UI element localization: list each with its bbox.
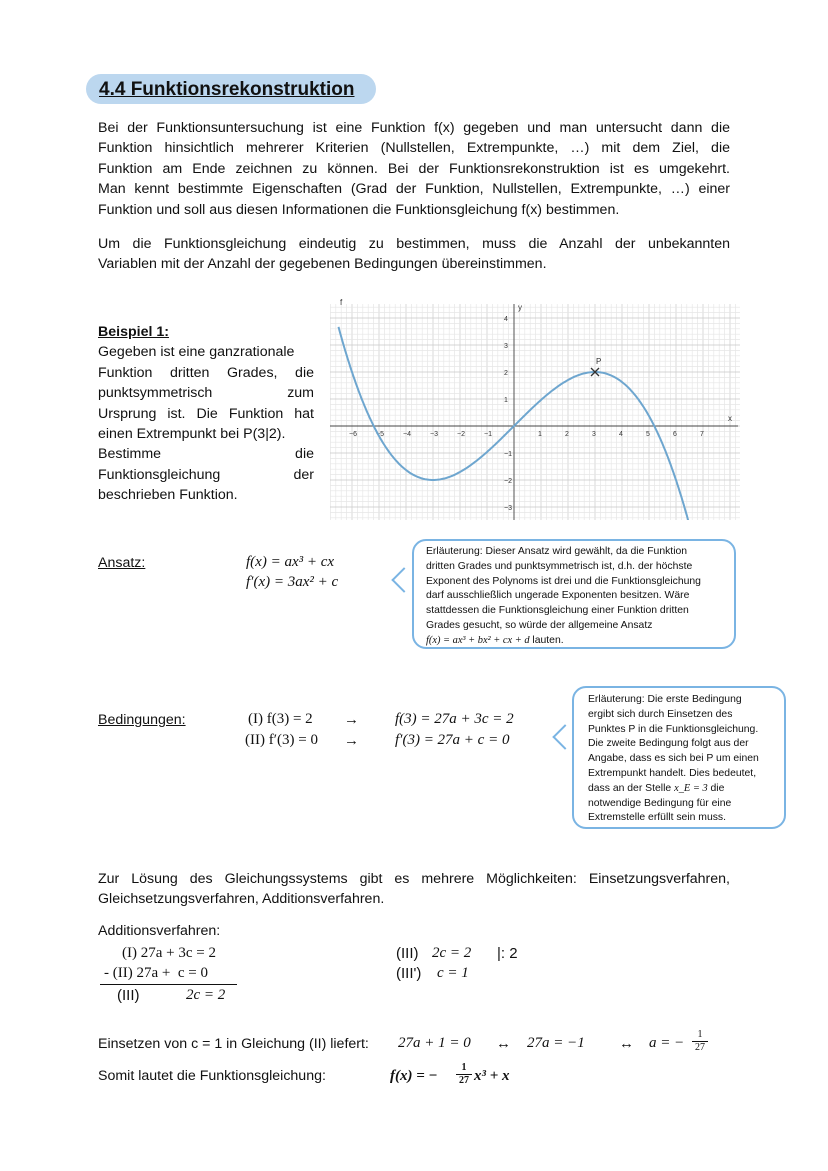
intro-paragraph <box>98 118 730 220</box>
bubble-line: stattdessen die Funktionsgleichung einer Funktion dritten <box>426 605 689 617</box>
condition-line-1: Um die Funktionsgleichung eindeutig zu bestimmen, muss die Anzahl der unbekannten <box>98 236 730 252</box>
y-axis-label: y <box>518 303 522 312</box>
y-tick-label: 4 <box>504 316 508 323</box>
solve-step-eq: c = 1 <box>437 965 469 981</box>
fraction-numerator: 1 <box>697 1029 703 1040</box>
additions-row-3-label: (III) <box>117 987 140 1004</box>
example-line: Funktion dritten Grades, die <box>98 364 314 381</box>
bubble-text: lauten. <box>532 634 564 646</box>
intro-line-1: Bei der Funktionsuntersuchung ist eine Funktion f(x) gegeben und man untersucht dann die <box>98 120 730 136</box>
page-title: 4.4 Funktionsrekonstruktion <box>99 79 355 100</box>
bubble-line: Punktes P in die Funktionsgleichung. <box>588 723 759 735</box>
bubble-line: ergibt sich durch Einsetzen des <box>588 708 733 720</box>
intro-line-4: Man kennt bestimmte Eigenschaften (Grad der Funktion, Nullstellen, Extrempunkte, …) einer <box>98 181 730 198</box>
fraction-numerator: 1 <box>461 1062 467 1073</box>
condition-1: (I) f(3) = 2 <box>248 711 313 727</box>
example-line: Bestimme die <box>98 446 314 463</box>
fraction <box>456 1062 472 1086</box>
example-line: einen Extrempunkt bei P(3|2). <box>98 426 286 443</box>
example-line: punktsymmetrisch zum <box>98 385 314 402</box>
x-tick-label: −6 <box>349 431 357 438</box>
result-eq-a: f(x) = − <box>390 1068 438 1084</box>
additions-sum-line <box>100 984 237 985</box>
point-label: P <box>596 357 602 366</box>
bubble-line: Extrempunkt handelt. Dies bedeutet, <box>588 767 757 779</box>
fraction-denominator: 27 <box>456 1074 472 1086</box>
example-line: Funktionsgleichung der <box>98 466 314 483</box>
result-eq-b: x³ + x <box>474 1068 510 1084</box>
bubble-equation: x_E = 3 <box>674 782 708 794</box>
x-tick-label: −3 <box>430 431 438 438</box>
bubble-line: Angabe, dass es sich bei P um einen <box>588 753 759 765</box>
bedingungen-explanation-bubble <box>572 686 786 829</box>
y-tick-label: 1 <box>504 397 508 404</box>
fraction <box>692 1029 708 1053</box>
condition-result-2: f′(3) = 27a + c = 0 <box>395 732 510 748</box>
x-tick-label: 6 <box>673 431 677 438</box>
y-tick-label: −3 <box>504 505 512 512</box>
bubble-line: Die zweite Bedingung folgt aus der <box>588 738 749 750</box>
insert-sentence: Einsetzen von c = 1 in Gleichung (II) liefert: <box>98 1036 369 1052</box>
bubble-line <box>426 634 726 649</box>
y-tick-label: 2 <box>504 370 508 377</box>
condition-2: (II) f′(3) = 0 <box>245 732 318 748</box>
bubble-line: notwendige Bedingung für eine <box>588 797 732 809</box>
example-1 <box>98 322 314 506</box>
solve-step-label: (III') <box>396 965 422 982</box>
x-tick-label: 1 <box>538 431 542 438</box>
function-label: f <box>340 298 343 307</box>
solve-step-label: (III) <box>396 945 419 962</box>
insert-eq-2: 27a = −1 <box>527 1035 585 1051</box>
x-tick-label: −2 <box>457 431 465 438</box>
y-tick-label: −2 <box>504 478 512 485</box>
equivalence-arrow: ↔ <box>619 1035 634 1052</box>
example-heading: Beispiel 1: <box>98 324 169 340</box>
additions-row-1: (I) 27a + 3c = 2 <box>122 945 216 961</box>
function-graph <box>326 298 740 520</box>
arrow-right: → <box>344 732 359 749</box>
example-line: Gegeben ist eine ganzrationale <box>98 344 295 361</box>
bubble-line: Exponent des Polynoms ist drei und die Funktionsgleichung <box>426 575 701 587</box>
additions-heading: Additionsverfahren: <box>98 923 221 939</box>
x-tick-label: 4 <box>619 431 623 438</box>
bubble-line: Extremstelle erfüllt sein muss. <box>588 812 727 824</box>
bubble-line: Erläuterung: Die erste Bedingung <box>588 694 742 705</box>
bubble-equation: f(x) = ax³ + bx² + cx + d <box>426 634 530 646</box>
solve-line-1: Zur Lösung des Gleichungssystems gibt es mehrere Möglichkeiten: Einsetzungsverfahren, <box>98 871 730 887</box>
insert-eq-1: 27a + 1 = 0 <box>398 1035 471 1051</box>
insert-text <box>98 1036 369 1052</box>
bedingungen-label: Bedingungen: <box>98 712 186 728</box>
example-line: Ursprung ist. Die Funktion hat <box>98 405 314 422</box>
x-tick-label: 2 <box>565 431 569 438</box>
condition-line-2: Variablen mit der Anzahl der gegebenen Bedingungen übereinstimmen. <box>98 256 547 273</box>
condition-result-1: f(3) = 27a + 3c = 2 <box>395 711 514 727</box>
intro-line-5: Funktion und soll aus diesen Informationen die Funktionsgleichung f(x) bestimmen. <box>98 201 620 218</box>
x-tick-label: 7 <box>700 431 704 438</box>
intro-line-3: Funktion am Ende zeichnen zu können. Bei der Funktionsrekonstruktion ist es umgekehrt. <box>98 160 730 177</box>
bubble-text: dass an der Stelle <box>588 782 672 794</box>
ansatz-eq-1: f(x) = ax³ + cx <box>246 554 335 570</box>
x-tick-label: 5 <box>646 431 650 438</box>
bubble-line: Grades gesucht, so würde der allgemeine Ansatz <box>426 619 653 631</box>
bubble-line: darf ausschließlich ungerade Exponenten besitzen. Wäre <box>426 590 690 602</box>
x-axis-label: x <box>728 414 732 423</box>
result-text: Somit lautet die Funktionsgleichung: <box>98 1068 326 1084</box>
insert-eq-3: a = − <box>649 1035 685 1051</box>
x-tick-label: −4 <box>403 431 411 438</box>
equivalence-arrow: ↔ <box>496 1035 511 1052</box>
y-tick-label: −1 <box>504 451 512 458</box>
ansatz-eq-2: f′(x) = 3ax² + c <box>246 574 339 590</box>
bubble-line <box>588 782 780 797</box>
x-tick-label: 3 <box>592 431 596 438</box>
solve-line-2: Gleichsetzungsverfahren, Additionsverfahren. <box>98 891 385 908</box>
x-tick-label: −1 <box>484 431 492 438</box>
solve-paragraph <box>98 869 730 910</box>
ansatz-label: Ansatz: <box>98 555 146 571</box>
condition-paragraph <box>98 234 730 275</box>
ansatz-explanation-bubble <box>412 539 736 649</box>
bubble-line: Erläuterung: Dieser Ansatz wird gewählt, da die Funktion <box>426 546 688 557</box>
bubble-text: die <box>710 782 725 794</box>
bubble-line: dritten Grades und punktsymmetrisch ist, d.h. der höchste <box>426 560 693 572</box>
example-line: beschrieben Funktion. <box>98 487 238 504</box>
fraction-denominator: 27 <box>692 1041 708 1053</box>
x-tick-label: −5 <box>376 431 384 438</box>
additions-row-3-eq: 2c = 2 <box>186 987 226 1003</box>
additions-row-2: - (II) 27a + c = 0 <box>104 965 208 981</box>
y-tick-label: 3 <box>504 343 508 350</box>
solve-step-eq: 2c = 2 <box>432 945 472 961</box>
intro-line-2: Funktion hinsichtlich mehrerer Kriterien (Nullstellen, Extrempunkte, …) mit dem Ziel, die <box>98 140 730 157</box>
solve-step-op: |: 2 <box>497 945 518 962</box>
arrow-right: → <box>344 711 359 728</box>
